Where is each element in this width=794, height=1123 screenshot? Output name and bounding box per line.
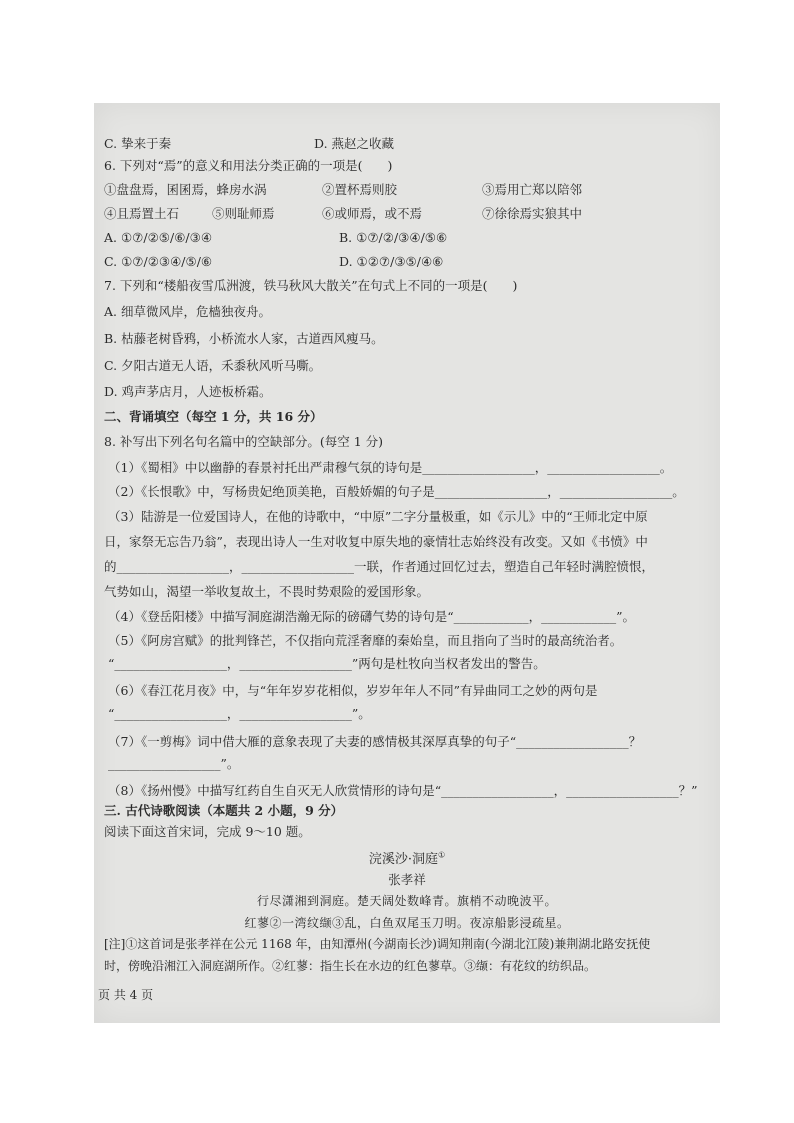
q5-option-c: C. 挚来于秦 <box>104 136 172 151</box>
q8-line: “__________________，__________________”两句是杜牧向当权者发出的警告。 <box>108 656 546 671</box>
q8-line: （1）《蜀相》中以幽静的春景衬托出严肃穆气氛的诗句是__________________，__________________。 <box>108 460 673 475</box>
q7-option-b: B. 枯藤老树昏鸦，小桥流水人家，古道西风瘦马。 <box>104 331 384 346</box>
poem-line: 行尽潇湘到洞庭。楚天阔处数峰青。旗梢不动晚波平。 <box>256 894 557 908</box>
q8-line: （7）《一剪梅》词中借大雁的意象表现了夫妻的感情极其深厚真挚的句子“__________________？ <box>108 734 642 749</box>
page-footer: 页 共 4 页 <box>98 988 154 1002</box>
q6-option-d: D. ①②⑦/③⑤/④⑥ <box>339 254 444 269</box>
poem-note: [注]①这首词是张孝祥在公元 1168 年，由知潭州(今湖南长沙)调知荆南(今湖北江陵)兼荆湖北路安抚使 <box>104 937 651 951</box>
q6-item: ②置杯焉则胶 <box>322 182 398 197</box>
q6-item: ④且焉置土石 <box>104 206 180 221</box>
q8-line: （6）《春江花月夜》中，与“年年岁岁花相似，岁岁年年人不同”有异曲同工之妙的两句是 <box>108 683 598 698</box>
q8-line: （4）《登岳阳楼》中描写洞庭湖浩瀚无际的磅礴气势的诗句是“____________，____________”。 <box>108 609 635 624</box>
section2-heading: 二、背诵填空（每空 1 分，共 16 分） <box>104 409 323 424</box>
q8-line: __________________”。 <box>108 756 240 771</box>
poem-line: 红蓼②一湾纹缬③乱，白鱼双尾玉刀明。夜凉船影浸疏星。 <box>244 916 570 930</box>
section3-intro: 阅读下面这首宋词，完成 9～10 题。 <box>104 824 311 839</box>
q6-option-b: B. ①⑦/②/③④/⑤⑥ <box>339 230 448 245</box>
q8-line: （2）《长恨歌》中，写杨贵妃绝顶美艳，百般娇媚的句子是__________________，__________________。 <box>108 484 685 499</box>
section3-heading: 三. 古代诗歌阅读（本题共 2 小题，9 分） <box>104 803 344 818</box>
q6-option-a: A. ①⑦/②⑤/⑥/③④ <box>104 230 213 245</box>
q7-option-a: A. 细草微风岸，危樯独夜舟。 <box>104 304 271 319</box>
poem-author: 张孝祥 <box>388 872 426 887</box>
q6-item: ⑥或师焉，或不焉 <box>322 206 423 221</box>
q8-line: 的__________________，__________________一联，作者通过回忆过去，塑造自己年轻时满腔愤恨， <box>104 559 655 574</box>
q8-line: （3）陆游是一位爱国诗人，在他的诗歌中，“中原”二字分量极重，如《示儿》中的“王师北定中原 <box>108 509 648 524</box>
q6-stem: 6. 下列对“焉”的意义和用法分类正确的一项是( ) <box>104 158 393 173</box>
poem-title <box>94 848 720 867</box>
q8-stem: 8. 补写出下列名句名篇中的空缺部分。(每空 1 分) <box>104 434 384 449</box>
q8-line: （8）《扬州慢》中描写红药自生自灭无人欣赏情形的诗句是“__________________，__________________？” <box>108 783 698 798</box>
q6-item: ⑤则耻师焉 <box>212 206 275 221</box>
q8-line: （5）《阿房宫赋》的批判锋芒，不仅指向荒淫奢靡的秦始皇，而且指向了当时的最高统治者。 <box>108 633 623 648</box>
q8-line: 日，家祭无忘告乃翁”，表现出诗人一生对收复中原失地的豪情壮志始终没有改变。又如《书愤》中 <box>104 534 648 549</box>
poem-title-text: 浣溪沙·洞庭 <box>368 852 438 867</box>
q6-item: ③焉用亡郑以陪邻 <box>482 182 583 197</box>
poem-title-note: ① <box>437 850 446 860</box>
q6-item: ⑦徐徐焉实狼其中 <box>482 206 583 221</box>
q6-item: ①盘盘焉，囷囷焉，蜂房水涡 <box>104 182 267 197</box>
exam-page <box>94 103 720 1023</box>
q8-line: “__________________，__________________”。 <box>108 706 371 721</box>
q8-line: 气势如山，渴望一举收复故土，不畏时势艰险的爱国形象。 <box>104 584 430 599</box>
q7-option-d: D. 鸡声茅店月，人迹板桥霜。 <box>104 384 272 399</box>
q5-option-d: D. 燕赵之收藏 <box>314 136 395 151</box>
poem-note: 时，傍晚沿湘江入洞庭湖所作。②红蓼：指生长在水边的红色蓼草。③缬：有花纹的纺织品。 <box>104 959 597 973</box>
q7-option-c: C. 夕阳古道无人语，禾黍秋风听马嘶。 <box>104 358 322 373</box>
q7-stem: 7. 下列和“楼船夜雪瓜洲渡，铁马秋风大散关”在句式上不同的一项是( ) <box>104 278 518 293</box>
q6-option-c: C. ①⑦/②③④/⑤/⑥ <box>104 254 213 269</box>
